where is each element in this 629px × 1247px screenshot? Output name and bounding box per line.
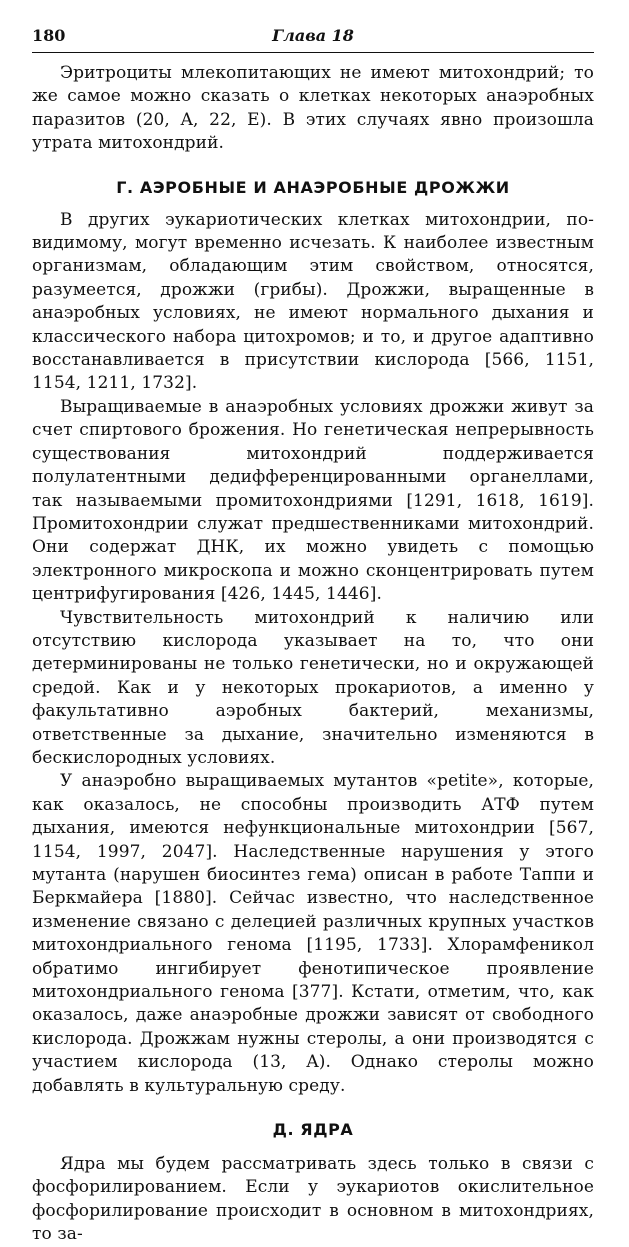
paragraph-mitochondria-disappear: В других эукариотических клетках митохондрии, по-видимому, могут временно исчезать. К наиболее известным организмам, обладающим этим свойством, относятся, разумеется, дрожжи (грибы). Дрожжи, выращенные в анаэробных условиях, не имеют нормального дыхания и классического набора цитохромов; и то, и другое адаптивно восстанавливается в присутствии кислорода [566, 1151, 1154, 1211, 1732].: [32, 209, 594, 394]
paragraph-erythrocytes: Эритроциты млекопитающих не имеют митохондрий; то же самое можно сказать о клетках некоторых анаэробных паразитов (20, A, 22, E). В этих случаях явно произошла утрата митохондрий.: [32, 63, 594, 154]
section-heading-d: Д. ЯДРА: [272, 1120, 354, 1140]
page-content: [32, 62, 594, 1247]
page-header: [32, 22, 594, 53]
section-heading-g: Г. АЭРОБНЫЕ И АНАЭРОБНЫЕ ДРОЖЖИ: [116, 177, 510, 197]
paragraph-oxygen-sensitivity: Чувствительность митохондрий к наличию или отсутствию кислорода указывает на то, что они детерминированы не только генетически, но и окружающей средой. Как и у некоторых прокариотов, а именно у факультативно аэробных бактерий, механизмы, ответственные за дыхание, значительно изменяются в бескислородных условиях.: [32, 607, 594, 768]
running-title: Глава 18: [272, 26, 354, 45]
paragraph-promitochondria: Выращиваемые в анаэробных условиях дрожжи живут за счет спиртового брожения. Но генетическая непрерывность существования митохондрий поддерживается полулатентными дедифференцированными органеллами, так называемыми промитохондриями [1291, 1618, 1619]. Промитохондрии служат предшественниками митохондрий. Они содержат ДНК, их можно увидеть с помощью электронного микроскопа и можно сконцентрировать путем центрифугирования [426, 1445, 1446].: [32, 396, 594, 605]
paragraph-nuclei: Ядра мы будем рассматривать здесь только в связи с фосфорилированием. Если у эукариотов окислительное фосфорилирование происходит в основном в митохондриях, то за-: [32, 1154, 594, 1245]
page-number: 180: [32, 26, 66, 45]
paragraph-petite-mutants: У анаэробно выращиваемых мутантов «petite», которые, как оказалось, не способны производить АТФ путем дыхания, имеются нефункциональные митохондрии [567, 1154, 1997, 2047]. Наследственные нарушения у этого мутанта (нарушен биосинтез гема) описан в работе Таппи и Беркмайера [1880]. Сейчас известно, что наследственное изменение связано с делецией различных крупных участков митохондриального генома [1195, 1733]. Хлорамфеникол обратимо ингибирует фенотипическое проявление митохондриального генома [377]. Кстати, отметим, что, как оказалось, даже анаэробные дрожжи зависят от свободного кислорода. Дрожжам нужны стеролы, а они производятся с участием кислорода (13, A). Однако стеролы можно добавлять в культуральную среду.: [32, 771, 594, 1096]
